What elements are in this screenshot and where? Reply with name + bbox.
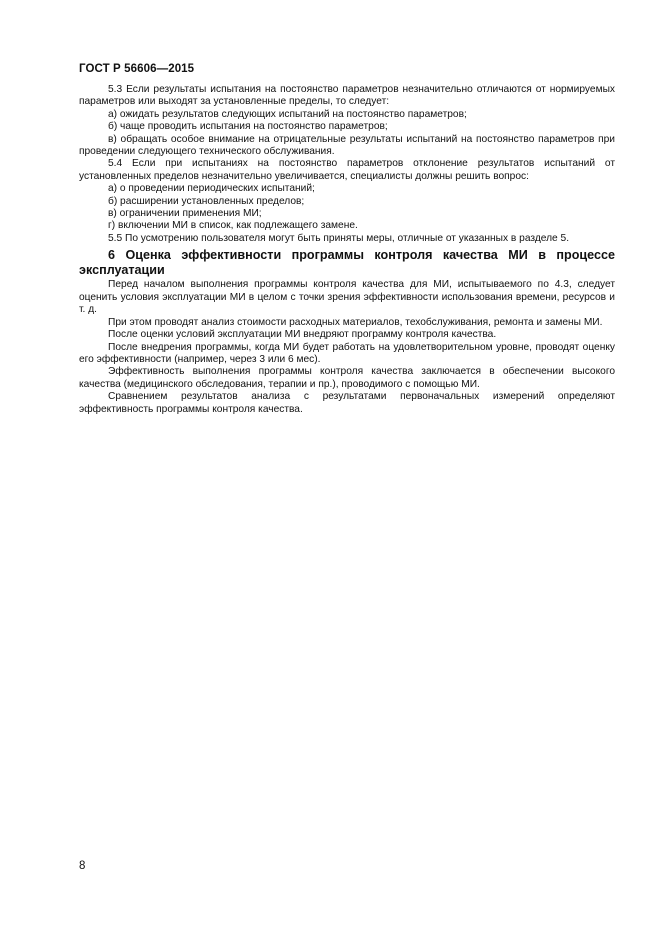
list-item-5-3-a: а) ожидать результатов следующих испытаний на постоянство параметров; — [108, 108, 467, 120]
list-item-5-4-d: г) включении МИ в список, как подлежащего замене. — [108, 220, 358, 232]
paragraph-6-5: Эффективность выполнения программы контроля качества заключается в обеспечении высокого качества (медицинского обследования, терапии и пр.), проводимого с помощью МИ. — [79, 366, 615, 390]
document-body — [79, 84, 615, 416]
paragraph-5-5: 5.5 По усмотрению пользователя могут быть приняты меры, отличные от указанных в разделе 5. — [108, 232, 570, 244]
paragraph-5-4: 5.4 Если при испытаниях на постоянство параметров отклонение результатов испытаний от установленных пределов незначительно увеличивается, специалисты должны решить вопрос: — [79, 158, 615, 182]
paragraph-6-3: После оценки условий эксплуатации МИ внедряют программу контроля качества. — [108, 329, 497, 341]
list-item-5-3-b: б) чаще проводить испытания на постоянство параметров; — [108, 121, 388, 133]
list-item-5-4-c: в) ограничении применения МИ; — [108, 208, 262, 220]
paragraph-6-1: Перед началом выполнения программы контроля качества для МИ, испытываемого по 4.3, следует оценить условия эксплуатации МИ в целом с точки зрения эффективности использования времени, ресурсов и т. д. — [79, 279, 615, 316]
paragraph-6-6: Сравнением результатов анализа с результатами первоначальных измерений определяют эффективность программы контроля качества. — [79, 391, 615, 415]
section-6-title: 6 Оценка эффективности программы контроля качества МИ в процессе эксплуатации — [79, 248, 615, 277]
paragraph-6-2: При этом проводят анализ стоимости расходных материалов, техобслуживания, ремонта и замены МИ. — [108, 316, 603, 328]
list-item-5-4-b: б) расширении установленных пределов; — [108, 195, 305, 207]
list-item-5-4-a: а) о проведении периодических испытаний; — [108, 183, 315, 195]
paragraph-5-3: 5.3 Если результаты испытания на постоянство параметров незначительно отличаются от нормируемых параметров или выходят за установленные пределы, то следует: — [79, 84, 615, 108]
document-header-standard: ГОСТ Р 56606—2015 — [79, 63, 195, 75]
list-item-5-3-c: в) обращать особое внимание на отрицательные результаты испытаний на постоянство параметров при проведении следующего технического обслуживания. — [79, 133, 615, 158]
page-number: 8 — [79, 860, 86, 872]
paragraph-6-4: После внедрения программы, когда МИ будет работать на удовлетворительном уровне, проводят оценку его эффективности (например, через 3 или 6 мес). — [79, 341, 615, 365]
